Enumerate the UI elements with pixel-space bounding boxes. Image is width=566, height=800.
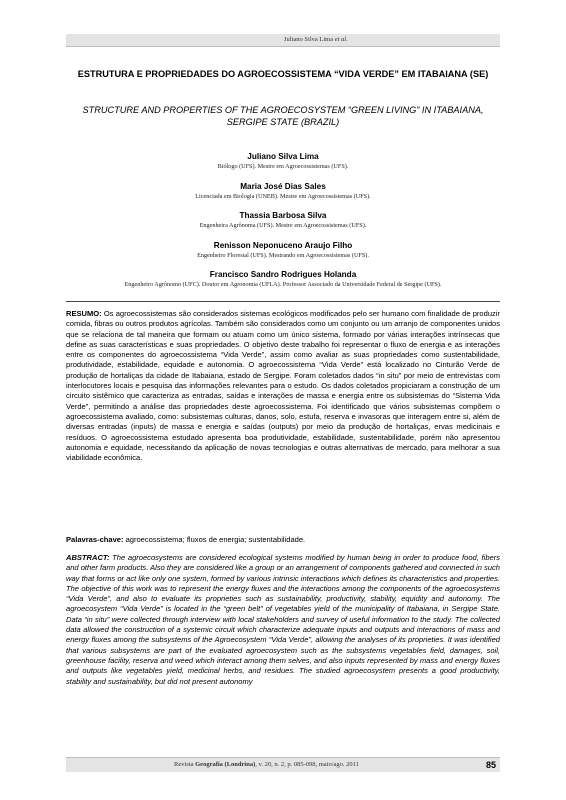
title-english: STRUCTURE AND PROPERTIES OF THE AGROECOSYSTEM “GREEN LIVING” IN ITABAIANA, SERGIPE STATE (BRAZIL) xyxy=(82,105,484,127)
author-affiliation: Licenciada em Biologia (UNEB). Mestre em Agroecossistemas (UFS). xyxy=(195,193,371,200)
author-affiliation: Engenheiro Florestal (UFS). Mestrando em Agroecossistemas (UFS). xyxy=(197,252,369,259)
author-block xyxy=(66,151,500,171)
author-name: Juliano Silva Lima xyxy=(247,152,319,161)
keywords-text: agroecossistema; fluxos de energia; sustentabilidade. xyxy=(123,535,306,544)
page-footer xyxy=(66,757,500,772)
author-name: Francisco Sandro Rodrigues Holanda xyxy=(209,270,357,279)
page-number: 85 xyxy=(485,760,496,770)
abstract-label: ABSTRACT: xyxy=(66,553,110,562)
resumo-label: RESUMO: xyxy=(66,309,102,318)
abstract-text: The agroecosystems are considered ecological systems modified by human being in order to produce food, fibers and other farm products. Also they are considered like a group or an arrangement of components gathered and connected in such way that forms or act like only one system, formed by various intrinsic interactions which defines its characteristics and properties. The objective of this work was to represent the energy fluxes and the interactions among the components of the agroecosystems “Vida Verde”, and also to evaluate its proprieties such as sustainability, productivity, stability, equidity and autonomy. The agroecosystem “Vida Verde” is located in the “green belt” of vegetables yield of the municipality of Itabaiana, in Sergipe State. Data “in situ” were collected through interview with local stakeholders and survey of useful information to the study. The collected data allowed the construction of a systemic circuit which characterize adequate inputs and outputs and interactions of mass and energy fluxes among the subsystems of the Agroecosystem “Vida Verde”, allowing the analyses of its proprieties. It was identified that various subsystems are part of the evaluated agroecosystem such as the subsystems vegetables field, damages, soil, greenhouse facility, reserva and weed which interact among them selves, and also inputs represented by mass and energy fluxes and outputs like vegetables yield, medicinal herbs, and residues. The studied agroecosystem presents a good productivity, stability and sustainability, but did not present autonomy xyxy=(66,553,500,686)
journal-prefix: Revista xyxy=(174,761,196,768)
running-head xyxy=(66,34,500,47)
running-head-text xyxy=(284,34,348,46)
journal-citation xyxy=(174,758,359,772)
author-affiliation: Engenheira Agrônoma (UFS). Mestre em Agroecossistemas (UFS). xyxy=(199,222,367,229)
journal-suffix: , v. 20, n. 2, p. 085-098, maio/ago. 2011 xyxy=(255,761,359,768)
author-block xyxy=(66,269,500,289)
author-affiliation: Engenheiro Agrônomo (UFC). Doutor em Agronomia (UFLA). Professor Associado da Universidade Federal de Sergipe (UFS). xyxy=(124,281,442,288)
author-block xyxy=(66,181,500,201)
section-divider xyxy=(66,301,500,302)
author-name: Thassia Barbosa Silva xyxy=(239,211,327,220)
author-name: Maria José Dias Sales xyxy=(240,182,326,191)
abstract-paragraph xyxy=(66,553,500,687)
author-block xyxy=(66,210,500,230)
author-name: Renisson Neponuceno Araujo Filho xyxy=(213,241,353,250)
title-portuguese: ESTRUTURA E PROPRIEDADES DO AGROECOSSISTEMA “VIDA VERDE” EM ITABAIANA (SE) xyxy=(77,69,489,79)
resumo-text: Os agroecossistemas são considerados sistemas ecológicos modificados pelo ser humano com finalidade de produzir comida, fibras ou outros produtos agrícolas. Também são considerados como um conjunto ou um arranjo de componentes unidos que se relaciona de tal maneira que formam ou atuam como um único sistema, formado por várias interações intrínsecas que define as suas características e suas propriedades. O objetivo deste trabalho foi representar o fluxo de energia e as interações entre os componentes do agroecossistema “Vida Verde”, assim como avaliar as suas propriedades como sustentabilidade, produtividade, estabilidade, equidade e autonomia. O agroecossistema “Vida Verde” está localizado no Cinturão Verde de produção de hortaliças da cidade de Itabaiana, estado de Sergipe. Foram coletados dados “in situ” por meio de entrevistas com interlocutores locais e pesquisa das informações relevantes para o estudo. Os dados coletados propiciaram a construção de um circuito sistêmico que caracteriza as entradas, saídas e interações de massa e energia entre os subsistemas do “Sistema Vida Verde”, permitindo a análise das propriedades deste agroecossistema. Foi identificado que vários subsistemas compõem o agroecossistema avaliado, como: subsistemas culturas, danos, solo, estufa, reserva e invasoras que interagem entre si, além de diversas entradas (inputs) de massa e energia e saídas (outputs) por meio da produção de hortaliças, ervas medicinais e resíduos. O agroecossistema estudado apresenta boa produtividade, estabilidade, sustentabilidade, porém não apresentou autonomia e equidade, necessitando da aplicação de novas tecnologias e outras alternativas de mercado, para melhorar a sua viabilidade econômica. xyxy=(66,309,500,463)
running-head-author: Juliano Silva Lima xyxy=(284,36,334,43)
resumo-paragraph xyxy=(66,309,500,463)
journal-name: Geografia (Londrina) xyxy=(195,761,256,768)
keywords-label: Palavras-chave: xyxy=(66,535,124,544)
author-block xyxy=(66,240,500,260)
running-head-etal: et al. xyxy=(334,36,348,43)
keywords-line xyxy=(66,535,500,545)
author-affiliation: Biólogo (UFS). Mestre em Agroecossistemas (UFS). xyxy=(217,163,349,170)
